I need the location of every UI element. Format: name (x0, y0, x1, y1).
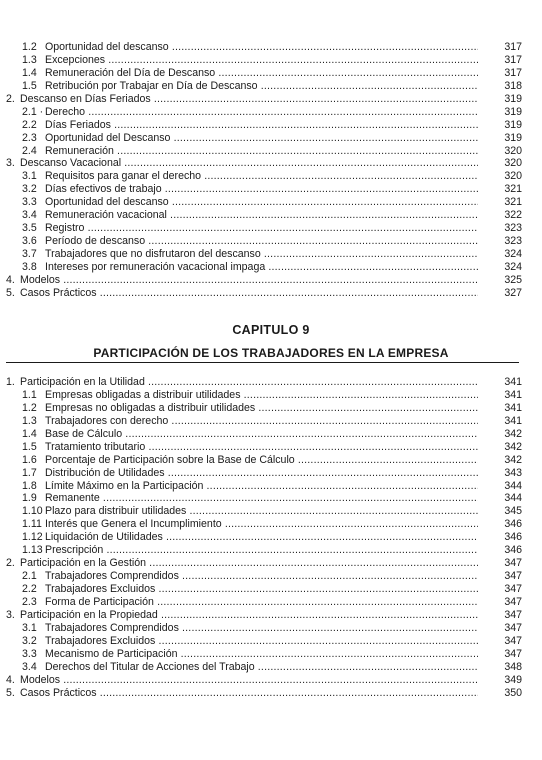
toc-entry-page-number: 325 (504, 273, 522, 286)
toc-entry (0, 454, 542, 467)
toc-entry (0, 674, 542, 687)
toc-entry-number: 1. (6, 376, 15, 388)
toc-entry-page-number: 320 (504, 170, 522, 183)
toc-entry-title: Remanente ..... (45, 492, 478, 505)
toc-entry-title: Oportunidad del descanso ..... (45, 41, 478, 54)
toc-entry (0, 93, 542, 106)
toc-entry (0, 196, 542, 209)
toc-entry-page-number: 347 (504, 595, 522, 608)
toc-entry-title: Remuneración del Día de Descanso ..... (45, 67, 478, 80)
toc-entry-number: 1.1 (22, 388, 37, 401)
toc-entry (0, 157, 542, 170)
toc-entry-title: Trabajadores Excluidos ..... (45, 635, 478, 648)
toc-entry-title: Base de Cálculo ..... (45, 428, 478, 441)
toc-entry-page-number: 348 (504, 660, 522, 673)
toc-entry-title: Empresas no obligadas a distribuir utilidades ..... (45, 402, 478, 415)
toc-entry-page-number: 345 (504, 505, 522, 518)
toc-entry (0, 622, 542, 635)
toc-entry-title: Días Feriados ..... (45, 119, 478, 132)
toc-entry-title: Trabajadores Excluidos ..... (45, 583, 478, 596)
toc-entry-page-number: 319 (504, 92, 522, 105)
toc-entry-title: Descanso Vacacional ..... (20, 157, 478, 170)
toc-entry-number: 3.1 (22, 170, 37, 183)
toc-entry-page-number: 341 (504, 376, 522, 388)
toc-entry-number: 3. (6, 608, 15, 621)
toc-entry (0, 222, 542, 235)
toc-entry-page-number: 341 (504, 388, 522, 401)
toc-entry-title: Modelos ..... (20, 274, 478, 287)
toc-entry-page-number: 347 (504, 647, 522, 660)
toc-entry-page-number: 342 (504, 440, 522, 453)
toc-entry-number: 1.7 (22, 466, 37, 479)
toc-entry-number: 3.3 (22, 647, 37, 660)
toc-entry (0, 492, 542, 505)
toc-entry (0, 389, 542, 402)
toc-entry (0, 531, 542, 544)
toc-entry-title: Liquidación de Utilidades ..... (45, 531, 478, 544)
toc-entry (0, 402, 542, 415)
toc-entry-page-number: 349 (504, 673, 522, 686)
toc-entry-page-number: 344 (504, 479, 522, 492)
toc-entry-number: 2.3 (22, 595, 37, 608)
toc-entry-number: 1.13 (22, 544, 43, 557)
toc-entry-title: Interés que Genera el Incumplimiento ..... (45, 518, 478, 531)
toc-entry-page-number: 343 (504, 466, 522, 479)
toc-entry-page-number: 321 (504, 196, 522, 209)
toc-entry-number: 2. (6, 557, 15, 570)
toc-entry-title: Casos Prácticos ..... (20, 287, 478, 300)
toc-entry-number: 5. (6, 686, 15, 699)
toc-entry-number: 1.2 (22, 41, 37, 53)
toc-entry (0, 428, 542, 441)
toc-entry (0, 596, 542, 609)
toc-entry-page-number: 346 (504, 518, 522, 531)
toc-entry-number: 5. (6, 286, 15, 299)
toc-entry (0, 557, 542, 570)
toc-entry-title: Descanso en Días Feriados ..... (20, 93, 478, 106)
toc-entry (0, 583, 542, 596)
toc-entry-page-number: 319 (504, 118, 522, 131)
toc-entry-page-number: 324 (504, 260, 522, 273)
toc-entry-title: Oportunidad del Descanso ..... (45, 132, 478, 145)
toc-entry (0, 467, 542, 480)
toc-entry (0, 119, 542, 132)
toc-entry-number: 1.3 (22, 53, 37, 66)
toc-entry (0, 170, 542, 183)
toc-entry-number: 3.5 (22, 222, 37, 235)
toc-entry-title: Derechos del Titular de Acciones del Trabajo ..... (45, 661, 478, 674)
toc-entry (0, 518, 542, 531)
toc-entry (0, 480, 542, 493)
toc-entry-title: Forma de Participación ..... (45, 596, 478, 609)
toc-entry-page-number: 342 (504, 427, 522, 440)
toc-entry-number: 3.1 (22, 621, 37, 634)
toc-entry-number: 3.6 (22, 235, 37, 248)
toc-entry (0, 145, 542, 158)
toc-entry-page-number: 347 (504, 634, 522, 647)
toc-entry-page-number: 346 (504, 531, 522, 544)
toc-entry-number: 2.1 · (22, 105, 44, 118)
toc-entry (0, 661, 542, 674)
toc-entry-page-number: 350 (504, 686, 522, 699)
toc-entry-title: Mecanismo de Participación ..... (45, 648, 478, 661)
toc-entry (0, 648, 542, 661)
toc-entry (0, 132, 542, 145)
toc-entry-title: Días efectivos de trabajo ..... (45, 183, 478, 196)
toc-entry-number: 1.9 (22, 492, 37, 505)
toc-entry-number: 3.2 (22, 183, 37, 196)
toc-entry-title: Retribución por Trabajar en Día de Descanso ..... (45, 80, 478, 93)
toc-entry-title: Remuneración vacacional ..... (45, 209, 478, 222)
toc-entry-title: Tratamiento tributario ..... (45, 441, 478, 454)
toc-entry-page-number: 320 (504, 157, 522, 170)
toc-entry-number: 2.2 (22, 583, 37, 595)
toc-entry-page-number: 322 (504, 209, 522, 222)
toc-entry-page-number: 317 (504, 53, 522, 66)
toc-entry-number: 1.6 (22, 453, 37, 466)
toc-entry-page-number: 341 (504, 401, 522, 414)
toc-entry-page-number: 341 (504, 414, 522, 427)
toc-entry (0, 441, 542, 454)
toc-entry-number: 3.8 (22, 260, 37, 273)
toc-entry-page-number: 320 (504, 144, 522, 157)
toc-entry (0, 687, 542, 700)
toc-entry-title: Trabajadores que no disfrutaron del descanso ..... (45, 248, 478, 261)
toc-entry-page-number: 347 (504, 557, 522, 570)
toc-entry-title: Prescripción ..... (45, 544, 478, 557)
toc-entry (0, 635, 542, 648)
toc-entry-page-number: 318 (504, 79, 522, 92)
toc-entry-number: 3.3 (22, 196, 37, 209)
toc-entry-number: 1.3 (22, 414, 37, 427)
toc-entry-number: 2.3 (22, 131, 37, 144)
toc-entry-number: 3.4 (22, 660, 37, 673)
toc-previous-chapter-list (0, 41, 542, 300)
toc-entry-number: 2.4 (22, 144, 37, 157)
toc-entry-title: Trabajadores Comprendidos ..... (45, 622, 478, 635)
toc-entry (0, 505, 542, 518)
toc-entry-title: Empresas obligadas a distribuir utilidades ..... (45, 389, 478, 402)
toc-entry-number: 1.5 (22, 440, 37, 453)
toc-entry (0, 376, 542, 389)
toc-entry-number: 1.12 (22, 531, 43, 544)
toc-entry-page-number: 321 (504, 183, 522, 196)
toc-entry-number: 4. (6, 673, 15, 686)
toc-entry (0, 80, 542, 93)
toc-entry-title: Modelos ..... (20, 674, 478, 687)
toc-entry-page-number: 319 (504, 131, 522, 144)
toc-entry-title: Trabajadores con derecho ..... (45, 415, 478, 428)
toc-chapter-9-list (0, 376, 542, 699)
toc-entry-number: 2.2 (22, 118, 37, 131)
toc-entry-page-number: 344 (504, 492, 522, 505)
toc-entry-page-number: 323 (504, 222, 522, 235)
toc-entry-number: 1.10 (22, 505, 43, 518)
toc-entry-page-number: 346 (504, 544, 522, 557)
toc-entry-page-number: 347 (504, 583, 522, 595)
toc-entry (0, 54, 542, 67)
toc-entry-page-number: 319 (504, 105, 522, 118)
toc-entry-title: Plazo para distribuir utilidades ..... (45, 505, 478, 518)
toc-entry-title: Excepciones ..... (45, 54, 478, 67)
toc-entry-title: Participación en la Propiedad ..... (20, 609, 478, 622)
toc-entry-title: Remuneración ..... (45, 145, 478, 158)
toc-entry (0, 106, 542, 119)
toc-entry (0, 235, 542, 248)
toc-entry (0, 67, 542, 80)
toc-entry (0, 261, 542, 274)
toc-entry-number: 3.7 (22, 248, 37, 260)
toc-entry-page-number: 347 (504, 570, 522, 583)
toc-entry-number: 3.2 (22, 634, 37, 647)
toc-entry-number: 4. (6, 273, 15, 286)
toc-entry-number: 3. (6, 157, 15, 170)
title-underline-divider (6, 362, 519, 363)
toc-entry-title: Requisitos para ganar el derecho ..... (45, 170, 478, 183)
toc-entry-number: 2. (6, 92, 15, 105)
toc-entry-number: 2.1 (22, 570, 37, 583)
toc-entry-page-number: 342 (504, 453, 522, 466)
toc-entry-number: 3.4 (22, 209, 37, 222)
toc-entry-page-number: 347 (504, 621, 522, 634)
toc-entry-title: Derecho ..... (45, 106, 478, 119)
toc-entry-number: 1.5 (22, 79, 37, 92)
toc-entry-title: Porcentaje de Participación sobre la Base de Cálculo ..... (45, 454, 478, 467)
toc-entry-number: 1.11 (22, 518, 42, 531)
toc-entry-number: 1.8 (22, 479, 37, 492)
toc-entry-page-number: 347 (504, 608, 522, 621)
toc-entry-title: Registro ..... (45, 222, 478, 235)
toc-entry (0, 415, 542, 428)
toc-entry (0, 274, 542, 287)
toc-entry-page-number: 317 (504, 66, 522, 79)
toc-entry (0, 544, 542, 557)
chapter-title: PARTICIPACIÓN DE LOS TRABAJADORES EN LA EMPRESA (93, 346, 449, 360)
toc-entry (0, 248, 542, 261)
toc-entry-page-number: 327 (504, 286, 522, 299)
chapter-heading: CAPITULO 9 (232, 323, 310, 337)
toc-entry (0, 209, 542, 222)
toc-entry-page-number: 323 (504, 235, 522, 248)
toc-entry-title: Período de descanso ..... (45, 235, 478, 248)
toc-entry-title: Participación en la Gestión ..... (20, 557, 478, 570)
toc-entry (0, 570, 542, 583)
toc-entry (0, 41, 542, 54)
toc-entry (0, 183, 542, 196)
toc-entry (0, 609, 542, 622)
toc-entry-title: Distribución de Utilidades ..... (45, 467, 478, 480)
toc-entry (0, 287, 542, 300)
toc-entry-number: 1.4 (22, 66, 37, 79)
toc-entry-title: Límite Máximo en la Participación ..... (45, 480, 478, 493)
toc-entry-title: Trabajadores Comprendidos ..... (45, 570, 478, 583)
toc-entry-title: Oportunidad del descanso ..... (45, 196, 478, 209)
toc-entry-page-number: 324 (504, 248, 522, 260)
toc-entry-number: 1.4 (22, 427, 37, 440)
toc-entry-number: 1.2 (22, 401, 37, 414)
toc-entry-title: Participación en la Utilidad ..... (20, 376, 478, 389)
toc-entry-title: Casos Prácticos ..... (20, 687, 478, 700)
toc-entry-page-number: 317 (504, 41, 522, 53)
toc-entry-title: Intereses por remuneración vacacional impaga ..... (45, 261, 478, 274)
